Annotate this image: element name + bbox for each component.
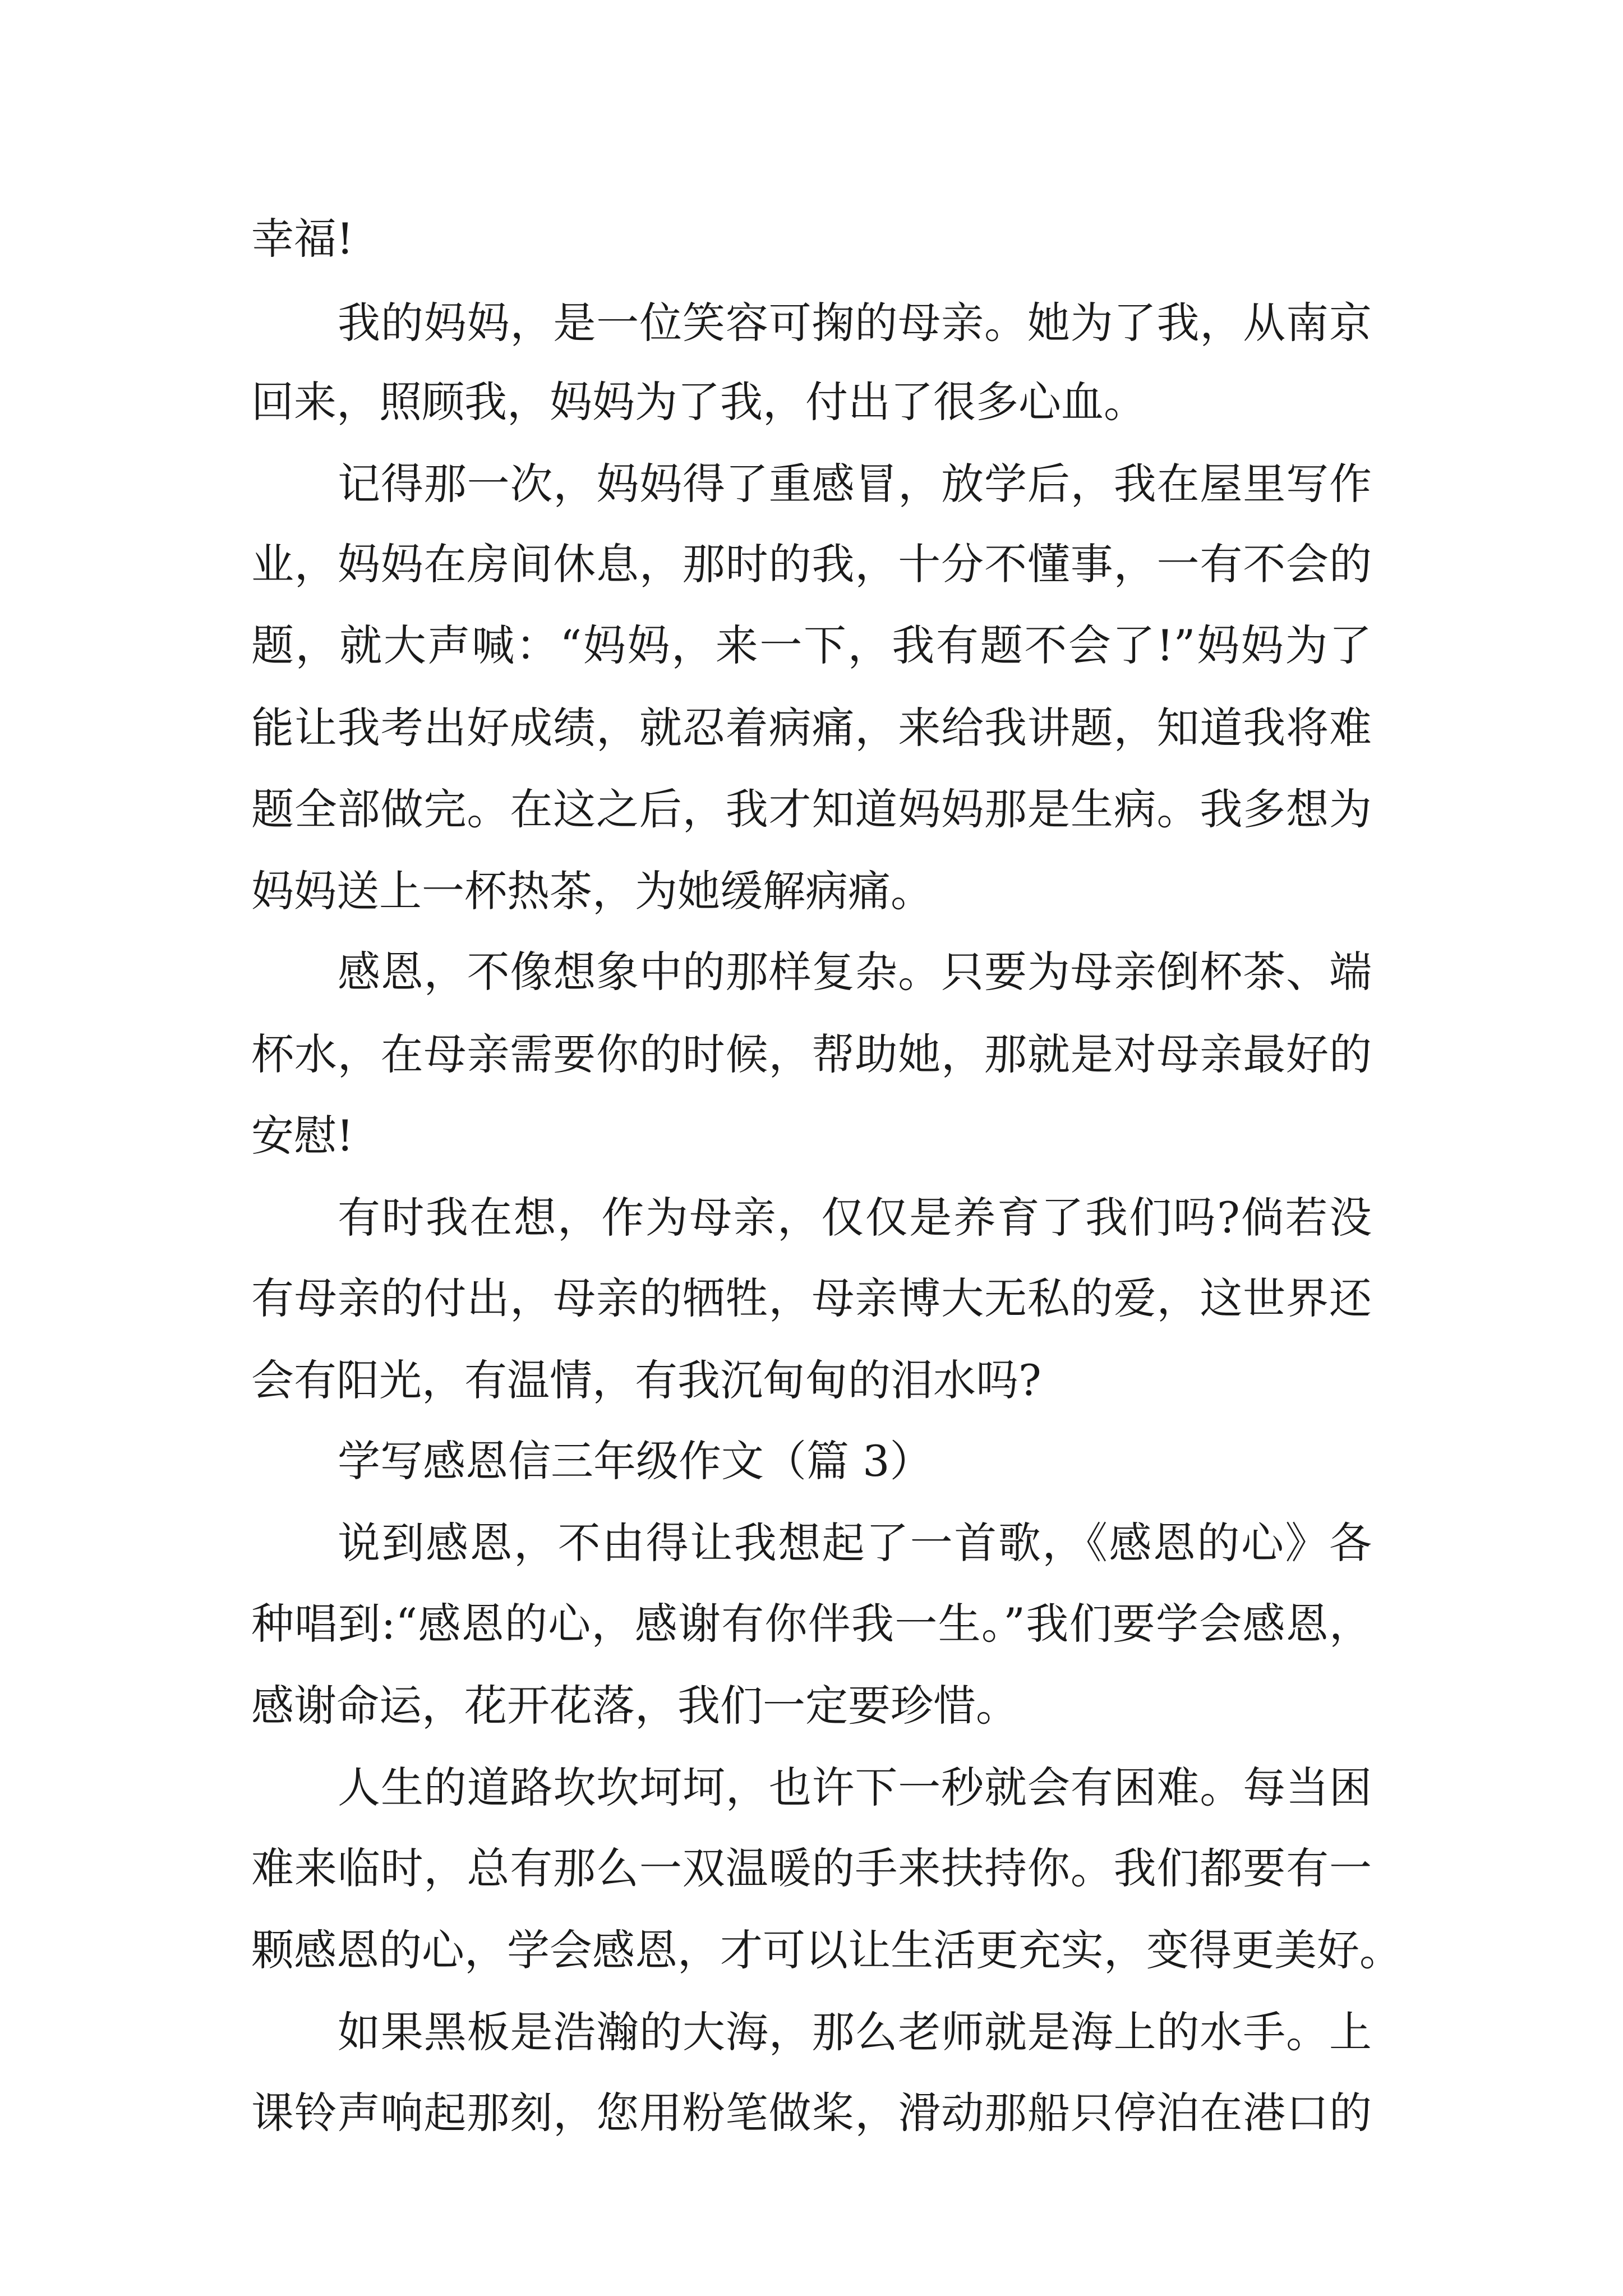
text-line-13: 有时我在想，作为母亲，仅仅是养育了我们吗?倘若没 (338, 1193, 1372, 1243)
text-line-5: 业，妈妈在房间休息，那时的我，十分不懂事，一有不会的 (251, 539, 1372, 589)
text-line-12: 安慰! (251, 1111, 354, 1161)
text-line-2: 我的妈妈，是一位笑容可掬的母亲。她为了我，从南京 (338, 298, 1372, 348)
text-line-1: 幸福! (251, 214, 354, 264)
text-line-19: 感谢命运，花开花落，我们一定要珍惜。 (251, 1681, 1018, 1731)
text-line-3: 回来，照顾我，妈妈为了我，付出了很多心血。 (251, 377, 1146, 427)
text-line-4: 记得那一次，妈妈得了重感冒，放学后，我在屋里写作 (338, 459, 1372, 509)
text-line-23: 如果黑板是浩瀚的大海，那么老师就是海上的水手。上 (338, 2007, 1372, 2057)
text-line-24: 课铃声响起那刻，您用粉笔做桨，滑动那船只停泊在港口的 (251, 2088, 1372, 2138)
text-line-14: 有母亲的付出，母亲的牺牲，母亲博大无私的爱，这世界还 (251, 1273, 1372, 1323)
text-line-11: 杯水，在母亲需要你的时候，帮助她，那就是对母亲最好的 (251, 1029, 1372, 1079)
text-line-18: 种唱到:“感恩的心，感谢有你伴我一生。”我们要学会感恩， (251, 1599, 1372, 1649)
text-line-20: 人生的道路坎坎坷坷，也许下一秒就会有困难。每当困 (338, 1763, 1372, 1812)
text-line-21: 难来临时，总有那么一双温暖的手来扶持你。我们都要有一 (251, 1843, 1372, 1893)
text-line-7: 能让我考出好成绩，就忍着病痛，来给我讲题，知道我将难 (251, 703, 1372, 753)
text-line-22: 颗感恩的心，学会感恩，才可以让生活更充实，变得更美好。 (251, 1925, 1402, 1975)
text-line-8: 题全部做完。在这之后，我才知道妈妈那是生病。我多想为 (251, 784, 1372, 834)
text-line-17: 说到感恩，不由得让我想起了一首歌，《感恩的心》各 (338, 1518, 1372, 1568)
text-line-6: 题，就大声喊：“妈妈，来一下，我有题不会了!”妈妈为了 (251, 620, 1372, 670)
section-heading: 学写感恩信三年级作文（篇 3） (338, 1436, 933, 1486)
text-line-9: 妈妈送上一杯热茶，为她缓解病痛。 (251, 866, 933, 916)
text-line-10: 感恩，不像想象中的那样复杂。只要为母亲倒杯茶、端 (338, 947, 1372, 997)
text-line-15: 会有阳光，有温情，有我沉甸甸的泪水吗? (251, 1355, 1041, 1405)
